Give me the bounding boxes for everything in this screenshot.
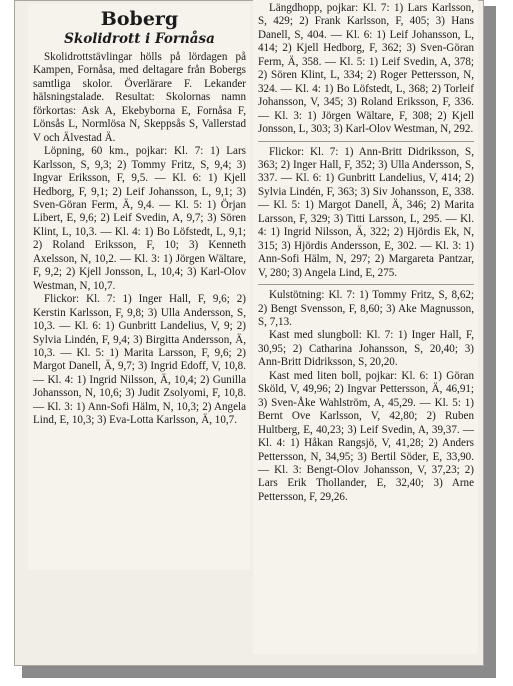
results-small-ball-throw: Kast med liten boll, pojkar: Kl. 6: 1) Göran Sköld, V, 49,96; 2) Ingvar Pettersson, Ä, 46,91; 3) Sven-Åke Wahlström, A, 45,29. — Kl. 5: 1) Bernt Ove Karlsson, V, 42,80; 2) Ruben Hultberg, E, 40,23; 3) Leif Svedin, A, 39,37. — Kl. 4: 1) Håkan Rangsjö, V, 41,28; 2) Anders Pettersson, N, 34,95; 3) Bertil Söder, E, 33,90. — Kl. 3: Bengt-Olov Johansson, V, 37,23; 2) Lars Erik Thollander, E, 32,40; 3) Arne Pettersson, F, 29,26. (258, 369, 474, 503)
results-running-girls: Flickor: Kl. 7: 1) Inger Hall, F, 9,6; 2) Kerstin Karlsson, F, 9,8; 3) Ulla Andersson, S, 10,3. — Kl. 6: 1) Gunbritt Landelius, V, 9; 2) Sylvia Lindén, F, 9,4; 3) Birgitta Andersson, Ä, 10,3. — Kl. 5: 1) Marita Larsson, F, 9,6; 2) Margot Danell, Ä, 9,7; 3) Ingrid Edoff, V, 10,8. — Kl. 4: 1) Ingrid Nilsson, Ä, 10,4; 2) Gunilla Johansson, N, 10,6; 3) Judit Zsolyomi, F, 10,8. — Kl. 3: 1) Ann-Sofi Hälm, N, 10,3; 2) Angela Lind, E, 10,3; 3) Eva-Lotta Karlsson, Ä, 10,7. (33, 293, 246, 427)
column-divider (258, 284, 474, 285)
results-shot-put: Kulstötning: Kl. 7: 1) Tommy Fritz, S, 8,62; 2) Bengt Svensson, F, 8,60; 3) Ake Magnusson, S, 7,13. (258, 289, 474, 328)
newspaper-clipping-right (253, 0, 478, 654)
results-running-boys: Löpning, 60 km., pojkar: Kl. 7: 1) Lars Karlsson, S, 9,3; 2) Tommy Fritz, S, 9,4; 3) Ingvar Eriksson, F, 9,5. — Kl. 6: 1) Kjell Hedborg, F, 9,1; 2) Leif Johansson, L, 9,1; 3) Sven-Göran Ferm, Ä, 9,4. — Kl. 5: 1) Örjan Libert, E, 9,6; 2) Leif Svedin, A, 9,7; 3) Sören Klint, L, 10,3. — Kl. 4: 1) Bo Löfstedt, L, 9,1; 2) Roland Eriksson, F, 10; 3) Kenneth Axelsson, N, 10,2. — Kl. 3: 1) Jörgen Wältare, F, 9,2; 2) Kjell Jonsson, L, 10,4; 3) Karl-Olov Westman, N, 10,7. (33, 145, 246, 292)
newspaper-clipping-left (28, 4, 250, 570)
results-long-jump-girls: Flickor: Kl. 7: 1) Ann-Britt Didriksson, S, 363; 2) Inger Hall, F, 352; 3) Ulla Andersson, S, 337. — Kl. 6: 1) Gunbritt Landelius, V, 414; 2) Sylvia Lindén, F, 363; 3) Siv Johansson, E, 338. — Kl. 5: 1) Margot Danell, Ä, 346; 2) Marita Larsson, F, 329; 3) Titti Larsson, L, 295. — Kl. 4: 1) Ingrid Nilsson, Ä, 322; 2) Hjördis Ek, N, 315; 3) Hjördis Andersson, E, 302. — Kl. 3: 1) Ann-Sofi Hälm, N, 297; 2) Margareta Pantzar, V, 280; 3) Angela Lind, E, 275. (258, 145, 474, 279)
results-long-jump-boys: Längdhopp, pojkar: Kl. 7: 1) Lars Karlsson, S, 429; 2) Frank Karlsson, F, 405; 3) Hans Danell, S, 404. — Kl. 6: 1) Leif Johansson, L, 414; 2) Kjell Hedborg, F, 362; 3) Sven-Göran Ferm, Ä, 358. — Kl. 5: 1) Leif Svedin, A, 378; 2) Sören Klint, L, 334; 2) Roger Pettersson, N, 324. — Kl. 4: 1) Bo Löfstedt, L, 368; 2) Torleif Johansson, V, 345; 3) Roland Eriksson, F, 336. — Kl. 3: 1) Jörgen Wältare, F, 308; 2) Kjell Jonsson, L, 303; 3) Karl-Olov Westman, N, 292. (258, 2, 474, 136)
column-divider (258, 141, 474, 142)
intro-paragraph: Skolidrottstävlingar hölls på lördagen på Kampen, Fornåsa, med deltagare från Bobergs samtliga skolor. Överlärare F. Lekander hälsningstalade. Resultat: Skolornas namn förkortas: Ask A, Ekebyborna E, Fornåsa F, Lönsås L, Normlösa N, Skeppsås S, Vallerstad V och Älvestad Ä. (33, 51, 246, 144)
results-sling-ball: Kast med slungboll: Kl. 7: 1) Inger Hall, F, 30,95; 2) Catharina Johansson, S, 20,40; 3) Ann-Britt Didriksson, S, 20,20. (258, 329, 474, 369)
article-headline: Boberg (100, 8, 179, 30)
article-subheadline: Skolidrott i Fornåsa (64, 31, 215, 47)
